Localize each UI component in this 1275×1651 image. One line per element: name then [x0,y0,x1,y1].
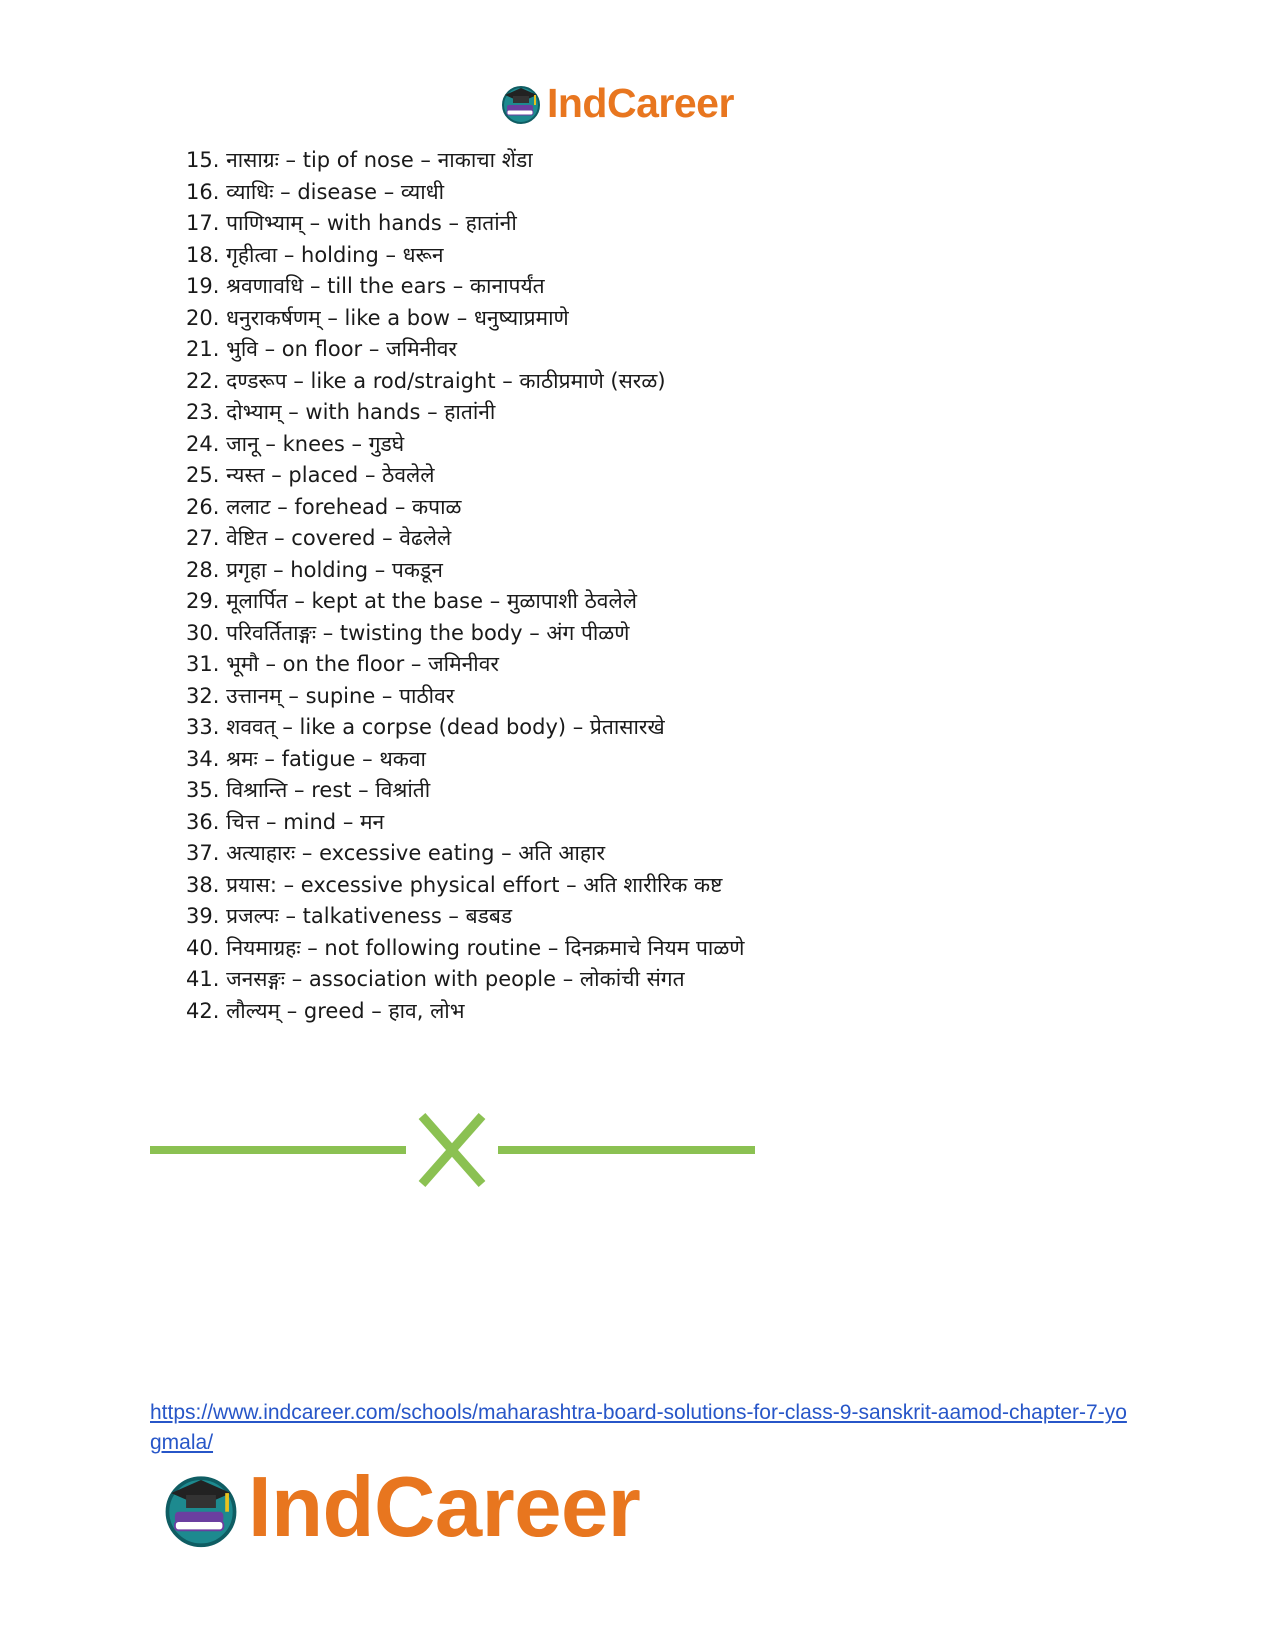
list-item: 25. न्यस्त – placed – ठेवलेले [186,463,435,487]
list-item: 37. अत्याहारः – excessive eating – अति आहार [186,841,606,865]
list-item: 27. वेष्टित – covered – वेढलेले [186,526,452,550]
list-item: 22. दण्डरूप – like a rod/straight – काठीप्रमाणे (सरळ) [186,368,666,393]
graduation-cap-icon [499,81,543,125]
list-item: 33. शववत् – like a corpse (dead body) – प्रेतासारखे [186,715,665,739]
list-item: 16. व्याधिः – disease – व्याधी [186,179,445,204]
list-item: 38. प्रयास: – excessive physical effort – अति शारीरिक कष्ट [186,872,723,897]
list-item: 19. श्रवणावधि – till the ears – कानापर्यंत [186,274,545,298]
logo-wordmark: IndCareer [248,1460,641,1555]
list-item: 26. ललाट – forehead – कपाळ [186,494,462,519]
list-item: 30. परिवर्तिताङ्गः – twisting the body – अंग पीळणे [186,620,630,645]
graduation-cap-icon [160,1467,242,1549]
header-logo [499,80,734,126]
list-item: 29. मूलार्पित – kept at the base – मुळापाशी ठेवलेले [186,589,637,613]
list-item: 28. प्रगृहा – holding – पकडून [186,557,443,582]
list-item: 23. दोभ्याम् – with hands – हातांनी [186,400,496,424]
list-item: 36. चित्त – mind – मन [186,809,385,834]
list-item: 15. नासाग्रः – tip of nose – नाकाचा शेंडा [186,148,533,172]
vocabulary-list [186,145,744,1027]
logo-wordmark: IndCareer [547,80,734,126]
list-item: 34. श्रमः – fatigue – थकवा [186,746,426,771]
list-item: 41. जनसङ्गः – association with people – लोकांची संगत [186,967,685,991]
list-item: 40. नियमाग्रहः – not following routine – दिनक्रमाचे नियम पाळणे [186,935,745,960]
list-item: 21. भुवि – on floor – जमिनीवर [186,337,457,361]
list-item: 17. पाणिभ्याम् – with hands – हातांनी [186,211,517,235]
list-item: 35. विश्रान्ति – rest – विश्रांती [186,778,431,802]
section-divider [150,1112,755,1188]
list-item: 39. प्रजल्पः – talkativeness – बडबड [186,904,513,928]
list-item: 20. धनुराकर्षणम् – like a bow – धनुष्याप्रमाणे [186,305,569,330]
list-item: 18. गृहीत्वा – holding – धरून [186,242,444,267]
list-item: 42. लौल्यम् – greed – हाव, लोभ [186,998,465,1023]
x-icon [422,1116,482,1184]
list-item: 31. भूमौ – on the floor – जमिनीवर [186,652,500,676]
footer-logo [160,1462,640,1554]
list-item: 32. उत्तानम् – supine – पाठीवर [186,683,455,708]
list-item: 24. जानू – knees – गुडघे [186,431,405,456]
source-link[interactable]: https://www.indcareer.com/schools/maharashtra-board-solutions-for-class-9-sanskrit-aamod-chapter-7-yogmala/ [150,1401,1127,1454]
